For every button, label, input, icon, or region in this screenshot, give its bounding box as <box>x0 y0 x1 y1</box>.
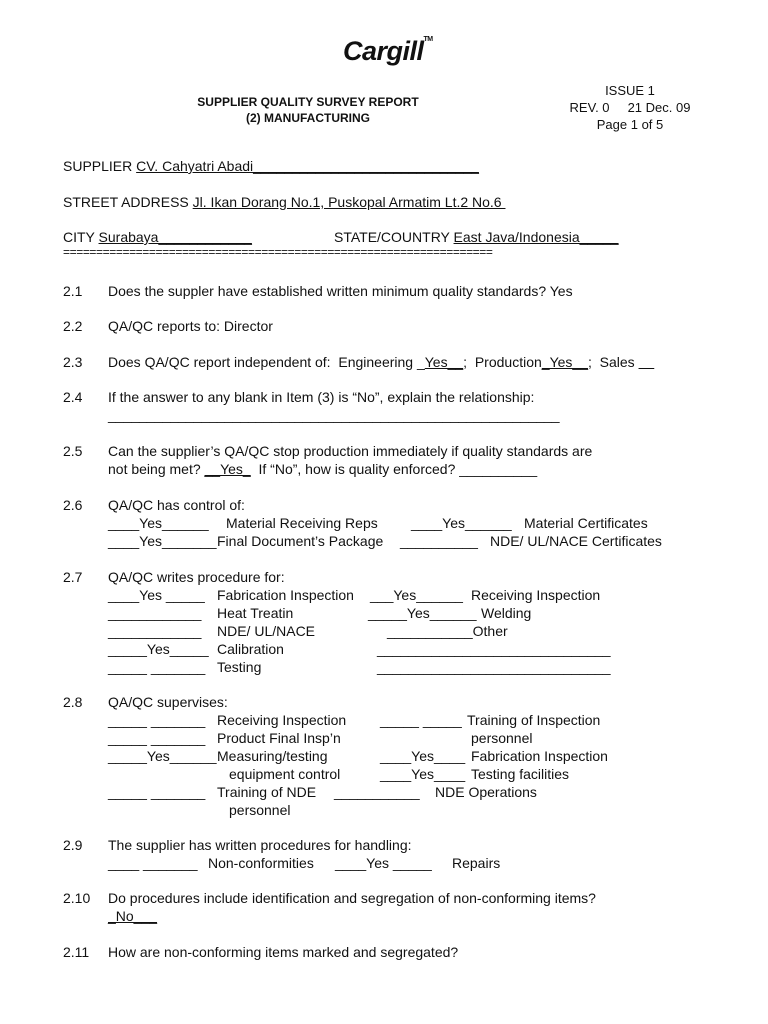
item-2-4-line: __________________________________________________________ <box>108 407 560 423</box>
item-2-4-text: If the answer to any blank in Item (3) is “No”, explain the relationship: <box>108 389 535 405</box>
item-number: 2.9 <box>63 837 83 853</box>
item-number: 2.2 <box>63 318 83 334</box>
supplier-value: CV. Cahyatri Abadi_____________________________ <box>136 158 479 174</box>
item-number: 2.6 <box>63 497 83 513</box>
item-number: 2.4 <box>63 389 83 405</box>
cargill-logo <box>343 36 433 67</box>
item-number: 2.3 <box>63 354 83 370</box>
answer-blank: _____Yes______ <box>368 605 477 621</box>
answer-blank: ___Yes______ <box>370 587 463 603</box>
answer-blank: _____ _______ <box>108 712 206 728</box>
item-number: 2.10 <box>63 890 91 906</box>
street-value: Jl. Ikan Dorang No.1, Puskopal Armatim Lt.2 No.6 <box>192 194 506 210</box>
supplier-row <box>63 158 479 174</box>
logo-text: Cargill <box>343 36 424 66</box>
option-label: Fabrication Inspection <box>217 587 354 603</box>
answer-blank: _____ _______ <box>108 659 206 675</box>
option-label: Heat Treatin <box>217 605 294 621</box>
item-2-3-text-c: ; Sales <box>587 354 639 370</box>
item-2-11-text: How are non-conforming items marked and segregated? <box>108 944 459 960</box>
answer-blank: _____Yes_____ <box>108 641 209 657</box>
option-label: Receiving Inspection <box>217 712 347 728</box>
item-number: 2.1 <box>63 283 83 299</box>
city-row <box>63 229 252 245</box>
option-label: NDE/ UL/NACE Certificates <box>490 533 662 549</box>
option-label: equipment control <box>229 766 341 782</box>
report-title: SUPPLIER QUALITY SURVEY REPORT <box>197 95 419 109</box>
item-2-5-line2-a: not being met? <box>108 461 205 477</box>
item-2-1-text: Does the suppler have established written minimum quality standards? Yes <box>108 283 573 299</box>
option-label: Repairs <box>452 855 501 871</box>
option-label: Training of NDE <box>217 784 317 800</box>
state-label: STATE/COUNTRY <box>334 229 450 245</box>
answer-blank: _____ _____ <box>380 712 462 728</box>
issue-number: ISSUE 1 <box>605 83 655 98</box>
answer-blank: ____Yes____ <box>380 766 466 782</box>
answer-blank: ____Yes______ <box>108 515 209 531</box>
option-label: Measuring/testing <box>217 748 328 764</box>
option-label: Non-conformities <box>208 855 314 871</box>
city-value: Surabaya____________ <box>98 229 252 245</box>
engineering-answer: Yes__ <box>424 354 464 370</box>
item-2-7-text: QA/QC writes procedure for: <box>108 569 285 585</box>
answer-blank: ____Yes____ <box>380 748 466 764</box>
revision: REV. 0 21 Dec. 09 <box>569 100 691 115</box>
option-label: Calibration <box>217 641 284 657</box>
option-label: Welding <box>481 605 532 621</box>
option-label: personnel <box>229 802 291 818</box>
answer-blank: ____Yes _____ <box>108 587 205 603</box>
item-2-3-text <box>108 354 654 370</box>
answer-blank: _____ _______ <box>108 784 206 800</box>
production-answer: _Yes__ <box>541 354 588 370</box>
item-2-3-text-a: Does QA/QC report independent of: Engineering _ <box>108 354 425 370</box>
option-label: Product Final Insp’n <box>217 730 341 746</box>
report-subtitle: (2) MANUFACTURING <box>246 111 370 125</box>
answer-blank: ____Yes______ <box>411 515 512 531</box>
option-label: NDE/ UL/NACE <box>217 623 316 639</box>
city-label: CITY <box>63 229 95 245</box>
sales-answer: __ <box>638 354 655 370</box>
answer-blank: _____ _______ <box>108 730 206 746</box>
option-label: NDE Operations <box>435 784 537 800</box>
item-number: 2.7 <box>63 569 83 585</box>
answer-blank: ____Yes_______ <box>108 533 217 549</box>
option-label: Training of Inspection <box>467 712 601 728</box>
item-number: 2.5 <box>63 443 83 459</box>
answer-blank: ____________ <box>108 605 202 621</box>
answer-blank: _____Yes______ <box>108 748 217 764</box>
segregation-answer: _No___ <box>108 908 158 924</box>
option-label: Material Certificates <box>524 515 648 531</box>
answer-blank: __________ <box>400 533 478 549</box>
item-2-9-text: The supplier has written procedures for handling: <box>108 837 412 853</box>
answer-blank: ____ _______ <box>108 855 198 871</box>
stop-production-answer: __Yes_ <box>204 461 251 477</box>
street-row <box>63 194 505 210</box>
item-2-8-text: QA/QC supervises: <box>108 694 228 710</box>
answer-blank: ____Yes _____ <box>335 855 432 871</box>
answer-blank: ____________ <box>108 623 202 639</box>
state-value: East Java/Indonesia_____ <box>453 229 619 245</box>
item-2-10-text: Do procedures include identification and segregation of non-conforming items? <box>108 890 596 906</box>
logo-tm: TM <box>423 36 433 43</box>
supplier-label: SUPPLIER <box>63 158 133 174</box>
item-2-3-text-b: ; Production <box>463 354 542 370</box>
option-label: Testing <box>217 659 262 675</box>
option-label: Material Receiving Reps <box>226 515 378 531</box>
item-2-5-line2-b: If “No”, how is quality enforced? __________ <box>250 461 538 477</box>
item-number: 2.8 <box>63 694 83 710</box>
separator: ================================================================= <box>63 245 493 259</box>
option-label: Final Document’s Package <box>217 533 384 549</box>
street-label: STREET ADDRESS <box>63 194 189 210</box>
answer-blank: ___________ <box>334 784 420 800</box>
state-row <box>334 229 619 245</box>
answer-blank: ______________________________ <box>377 659 611 675</box>
option-label: personnel <box>471 730 533 746</box>
item-2-5-line1: Can the supplier’s QA/QC stop production immediately if quality standards are <box>108 443 593 459</box>
option-label: Fabrication Inspection <box>471 748 608 764</box>
page-number: Page 1 of 5 <box>596 117 664 132</box>
item-2-5-line2 <box>108 461 537 477</box>
item-2-6-text: QA/QC has control of: <box>108 497 245 513</box>
item-2-2-text: QA/QC reports to: Director <box>108 318 273 334</box>
answer-blank: ______________________________ <box>377 641 611 657</box>
option-label: Receiving Inspection <box>471 587 601 603</box>
answer-blank: ___________Other <box>387 623 508 639</box>
option-label: Testing facilities <box>471 766 570 782</box>
item-number: 2.11 <box>63 944 90 960</box>
